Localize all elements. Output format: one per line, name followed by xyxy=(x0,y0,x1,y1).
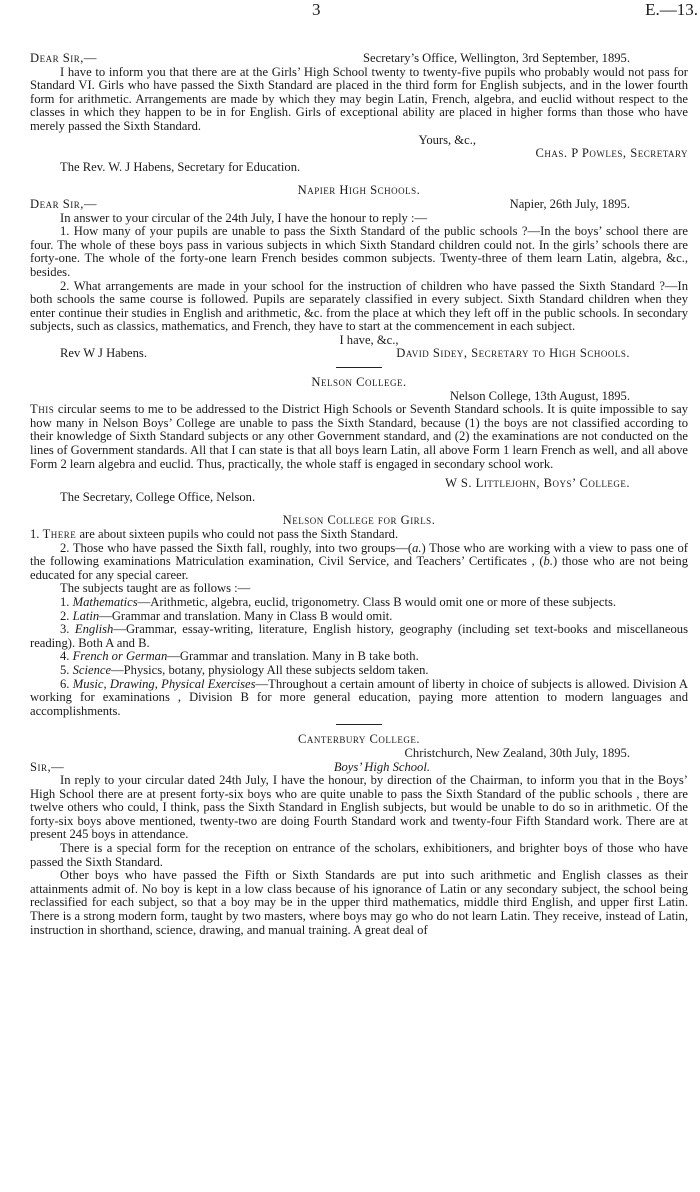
letter4-item2-a: 2. Those who have passed the Sixth fall, roughly, into two groups—( xyxy=(60,540,413,555)
subject-text: —Throughout a certain amount of liberty in choice of subjects is allowed. Division A working for examinations , Division B for more general education, paying more attention to modern languages and accomplishments. xyxy=(30,676,688,718)
letter4-item2 xyxy=(30,542,688,583)
subject-name: French or German xyxy=(72,649,168,664)
letter1-salutation: Dear Sir,— xyxy=(30,51,97,65)
letter3-signature xyxy=(30,477,630,491)
letter2-footer xyxy=(30,347,688,361)
letter2-signature: David Sidey, Secretary to High Schools. xyxy=(396,346,630,361)
subject-text: —Arithmetic, algebra, euclid, trigonometry. Class B would omit one or more of these subjects. xyxy=(137,594,617,609)
subject-name: Music, Drawing, Physical Exercises xyxy=(72,676,256,691)
letter5-salutation: Sir,— xyxy=(30,759,65,774)
letter2-intro: In answer to your circular of the 24th July, I have the honour to reply :— xyxy=(60,210,428,225)
document-body xyxy=(30,52,688,937)
subject-name: Mathematics xyxy=(72,594,138,609)
letter1-body: I have to inform you that there are at the Girls’ High School twenty to twenty-five pupils who probably would not pass for Standard VI. Girls who have passed the Sixth Standard are placed in the third form for English subjects, and in the lower fourth form for arithmetic. Arrangements are made by which they may begin Latin, French, algebra, and euclid without respect to the classes in which they happen to be in for English. Girls of exceptional ability are placed in higher forms than those who have merely passed the Sixth Standard. xyxy=(30,64,688,133)
subject-name: English xyxy=(74,622,114,637)
section-divider xyxy=(336,724,382,725)
subject-num: 6. xyxy=(60,676,70,691)
letter5-para1: In reply to your circular dated 24th July, I have the honour, by direction of the Chairman, to inform you that in the Boys’ High School there are at present forty-six boys who are quite unable to pass the Sixth Standard of the public schools , there are twelve others who could, I think, pass the Sixth Standard in English subjects, but would be unable to do so in arithmetic. Of the forty-six boys above mentioned, twenty-two are doing Fourth Standard work and twenty-four Fifth Standard work. There are at present 245 boys in attendance. xyxy=(30,773,688,842)
letter2-place-date: Napier, 26th July, 1895. xyxy=(509,196,630,211)
letter5-para2: There is a special form for the reception on entrance of the scholars, exhibitioners, and brighter boys of those who have passed the Sixth Standard. xyxy=(30,841,688,869)
letter1-place-date: Secretary’s Office, Wellington, 3rd September, 1895. xyxy=(363,51,630,65)
subject-num: 4. xyxy=(60,649,70,664)
letter4-item1-text: are about sixteen pupils who could not pass the Sixth Standard. xyxy=(76,527,399,541)
letter2-closing: I have, &c., xyxy=(339,332,399,347)
letter2-salutation: Dear Sir,— xyxy=(30,196,97,211)
letter2-para2: 2. What arrangements are made in your school for the instruction of children who have passed the Sixth Standard ?—In both schools the same course is followed. Pupils are separately classified in every subject. Sixth Standard children when they enter continue their studies in English and arithmetic, &c. from the place at which they left off in the public schools. In secondary subjects, such as classics, mathematics, and French, they have to start at the commencement in each subject. xyxy=(30,278,688,334)
letter2-heading: Napier High Schools. xyxy=(297,183,421,198)
letter2-addressee: Rev W J Habens. xyxy=(60,346,147,361)
letter4-item2-a-label: a. xyxy=(412,540,422,555)
document-reference: E.—13. xyxy=(645,0,698,19)
letter3-heading: Nelson College. xyxy=(311,375,407,390)
subject-item xyxy=(30,678,688,719)
letter3-body xyxy=(30,403,688,471)
page-number: 3 xyxy=(312,0,321,19)
letter4-item2-b: ) Those who are working with a view to pass one of the following examinations Matriculation examination, Civil Service, and Teachers’ Certificates , ( xyxy=(30,540,689,569)
subject-text: —Grammar and translation. Many in B take both. xyxy=(167,649,419,664)
letter1-closing: Yours, &c., xyxy=(418,132,476,147)
section-divider xyxy=(336,367,382,368)
subject-text: —Physics, botany, physiology All these subjects seldom taken. xyxy=(111,662,429,677)
letter5-header xyxy=(30,761,688,775)
letter3-signature-text: W S. Littlejohn, Boys’ College. xyxy=(445,476,630,491)
letter2-header xyxy=(30,198,688,212)
letter4-item1-num: 1. xyxy=(30,527,40,541)
subject-item xyxy=(30,650,688,664)
letter4-item1-lead: There xyxy=(42,527,77,541)
letter4-subjects-list xyxy=(30,596,688,718)
letter4-subjects-intro: The subjects taught are as follows :— xyxy=(60,581,251,596)
letter2-para1: 1. How many of your pupils are unable to pass the Sixth Standard of the public schools ?—In the boys’ school there are four. The whole of these boys pass in various subjects in which Sixth Standard children could not. In the girls’ schools there are forty-one. The whole of the forty-one learn French besides common subjects. Twenty-three of them learn Latin, algebra, &c., besides. xyxy=(30,224,688,279)
letter1-signature: Chas. P Powles, Secretary xyxy=(535,146,688,161)
letter5-para3: Other boys who have passed the Fifth or Sixth Standards are put into such arithmetic and English classes as their attainments admit of. No boy is kept in a low class because of his ignorance of Latin or any secondary subject, the school being reclassified for each subject, so that a boy may be in the upper third mathematics, middle third English, and upper first Latin. There is a strong modern form, taught by two masters, where boys may go who do not learn Latin. They receive, instead of Latin, instruction in shorthand, science, drawing, and manual training. A great deal of xyxy=(30,868,688,937)
subject-num: 1. xyxy=(60,594,70,609)
letter3-addressee: The Secretary, College Office, Nelson. xyxy=(60,489,256,504)
subject-item xyxy=(30,664,688,678)
letter4-item2-b-label: b. xyxy=(543,554,553,569)
letter3-place-date: Nelson College, 13th August, 1895. xyxy=(449,388,630,403)
page-header xyxy=(0,0,700,22)
letter5-subheading: Boys’ High School. xyxy=(333,759,430,774)
letter3-body-lead: This xyxy=(30,402,55,417)
letter1-header xyxy=(30,52,688,66)
subject-item xyxy=(30,610,688,624)
subject-name: Science xyxy=(72,662,112,677)
letter4-item2-c: ) those who are not being educated for any special career. xyxy=(30,554,689,582)
subject-num: 2. xyxy=(60,608,70,623)
subject-name: Latin xyxy=(72,608,100,623)
subject-item xyxy=(30,596,688,610)
letter1-addressee: The Rev. W. J Habens, Secretary for Education. xyxy=(60,159,301,174)
subject-text: —Grammar and translation. Many in Class B would omit. xyxy=(99,608,393,623)
letter4-item1 xyxy=(30,528,688,542)
subject-item xyxy=(30,623,688,650)
letter5-heading: Canterbury College. xyxy=(297,732,421,747)
letter3-body-text: circular seems to me to be addressed to the District High Schools or Seventh Standard schools. It is quite impossible to say how many in Nelson Boys’ College are unable to pass the Sixth Standard, because (1) the boys are not classified according to their knowledge of Sixth Standard subjects or any other Government standard, and (2) the examinations are not conducted on the lines of Government standards. All that I can state is that all boys learn Latin, all above Form 1 learn French as well, and all above Form 2 learn algebra and euclid. Thus, practically, the whole staff is engaged in secondary school work. xyxy=(30,402,688,471)
letter4-heading: Nelson College for Girls. xyxy=(282,513,436,528)
subject-num: 5. xyxy=(60,662,70,677)
subject-text: —Grammar, essay-writing, literature, English history, geography (including set text-books and miscellaneous reading). Both A and B. xyxy=(30,622,688,650)
letter5-place-date: Christchurch, New Zealand, 30th July, 1895. xyxy=(404,745,630,760)
subject-num: 3. xyxy=(60,622,70,637)
